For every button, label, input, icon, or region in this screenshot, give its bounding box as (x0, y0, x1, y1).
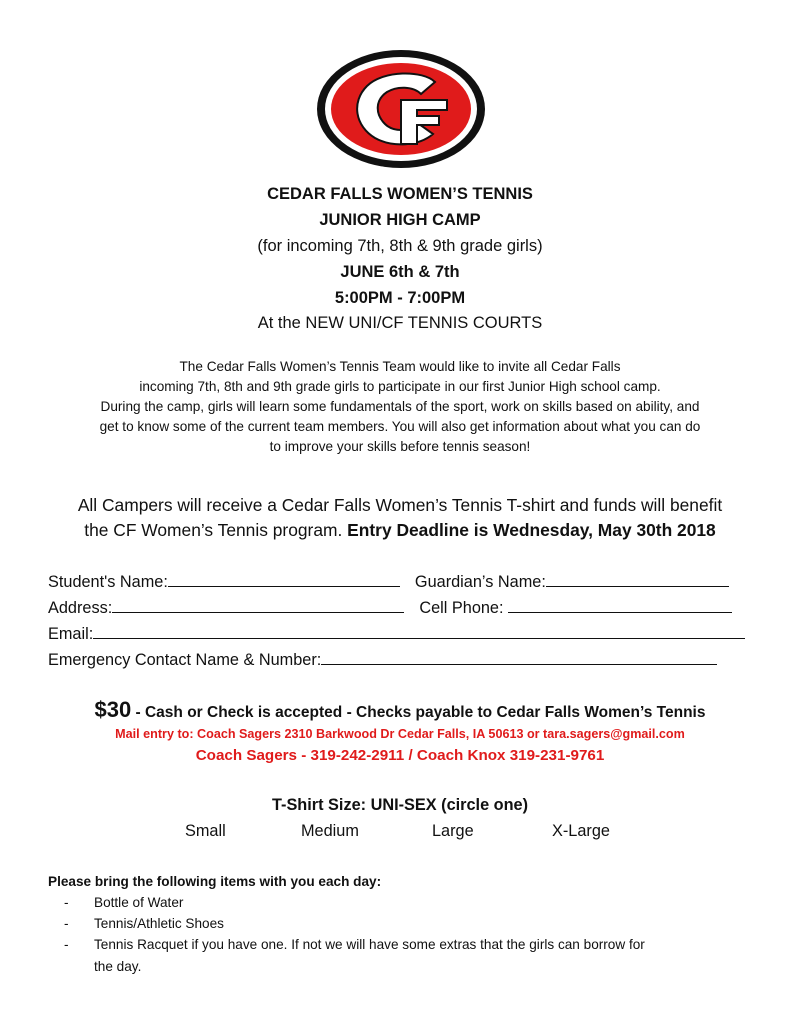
list-item: Tennis Racquet if you have one. If not we will have some extras that the girls can borrow for (94, 937, 645, 952)
intro-line: to improve your skills before tennis season! (269, 439, 531, 454)
form-row-address (48, 596, 732, 618)
emergency-contact-field[interactable] (321, 648, 717, 665)
list-item-continued: the day. (94, 959, 142, 974)
address-label: Address: (48, 599, 113, 617)
cell-phone-field[interactable] (508, 596, 732, 613)
form-row-emergency (48, 648, 717, 670)
cf-logo (315, 48, 487, 170)
intro-line: The Cedar Falls Women’s Tennis Team would like to invite all Cedar Falls (179, 359, 621, 374)
dash-marker: - (64, 895, 69, 910)
list-item: Bottle of Water (94, 895, 184, 910)
bring-list-title: Please bring the following items with you each day: (48, 874, 382, 889)
entry-deadline: Entry Deadline is Wednesday, May 30th 2018 (347, 520, 716, 540)
intro-line: During the camp, girls will learn some fundamentals of the sport, work on skills based on ability, and (100, 399, 700, 414)
payment-text: - Cash or Check is accepted - Checks payable to Cedar Falls Women’s Tennis (131, 704, 706, 721)
grades-text: (for incoming 7th, 8th & 9th grade girls) (257, 237, 543, 255)
dash-marker: - (64, 937, 69, 952)
student-name-label: Student's Name: (48, 573, 168, 591)
payment-line (0, 697, 800, 723)
size-large[interactable]: Large (432, 822, 474, 840)
benefit-line-1: All Campers will receive a Cedar Falls Women’s Tennis T-shirt and funds will benefit (77, 495, 723, 515)
camp-title: CEDAR FALLS WOMEN’S TENNIS (267, 185, 533, 203)
camp-time: 5:00PM - 7:00PM (334, 289, 466, 307)
camp-location: At the NEW UNI/CF TENNIS COURTS (257, 314, 543, 332)
email-label: Email: (48, 625, 94, 643)
coach-contacts: Coach Sagers - 319-242-2911 / Coach Knox 319-231-9761 (195, 747, 605, 764)
intro-line: get to know some of the current team members. You will also get information about what you can do (99, 419, 701, 434)
size-small[interactable]: Small (185, 822, 226, 840)
guardian-name-label: Guardian’s Name: (414, 573, 546, 591)
email-field[interactable] (93, 622, 745, 639)
intro-line: incoming 7th, 8th and 9th grade girls to participate in our first Junior High school camp. (139, 379, 661, 394)
student-name-field[interactable] (168, 570, 400, 587)
size-x-large[interactable]: X-Large (552, 822, 610, 840)
emergency-contact-label: Emergency Contact Name & Number: (48, 651, 322, 669)
camp-subtitle: JUNIOR HIGH CAMP (319, 211, 481, 229)
form-row-email (48, 622, 745, 644)
list-item: Tennis/Athletic Shoes (94, 916, 224, 931)
mail-entry: Mail entry to: Coach Sagers 2310 Barkwood Dr Cedar Falls, IA 50613 or tara.sagers@gmail.com (115, 727, 685, 741)
form-row-names (48, 570, 729, 592)
intro-paragraph (0, 357, 800, 457)
tshirt-title: T-Shirt Size: UNI-SEX (circle one) (271, 796, 529, 814)
benefit-line-2 (0, 520, 800, 541)
price-amount: $30 (94, 697, 132, 722)
size-medium[interactable]: Medium (301, 822, 359, 840)
guardian-name-field[interactable] (546, 570, 729, 587)
cell-phone-label: Cell Phone: (419, 599, 509, 617)
dash-marker: - (64, 916, 69, 931)
camp-dates: JUNE 6th & 7th (340, 263, 460, 281)
address-field[interactable] (112, 596, 404, 613)
benefit-program-text: the CF Women’s Tennis program. (84, 520, 348, 540)
